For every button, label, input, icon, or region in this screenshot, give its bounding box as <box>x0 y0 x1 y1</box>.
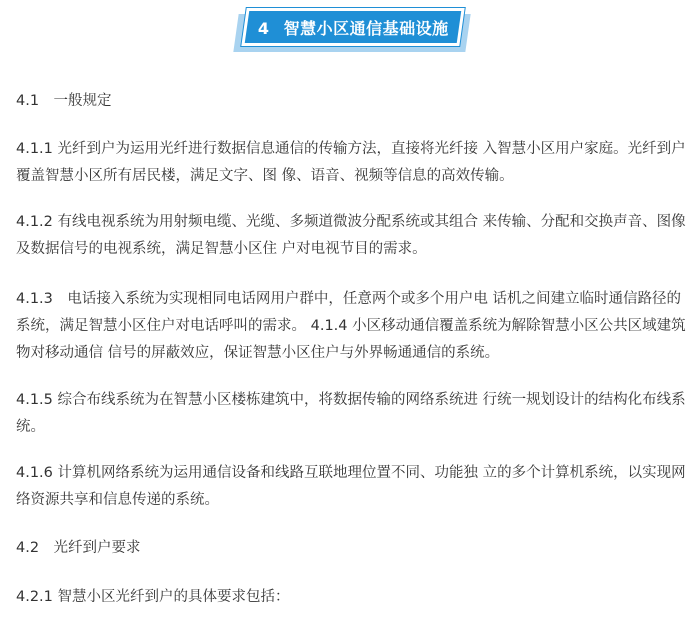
section-banner <box>0 8 699 60</box>
paragraph-4-1-2: 4.1.2 有线电视系统为用射频电缆、光缆、多频道微波分配系统或其组合 来传输、分配和交换声音、图像及数据信号的电视系统，满足智慧小区住 户对电视节目的需求。 <box>16 214 686 257</box>
paragraph-4-1-3: 4.1.3 电话接入系统为实现相同电话网用户群中，任意两个或多个用户电 话机之间建立临时通信路径的系统，满足智慧小区住户对电话呼叫的需求。 4.1.4 小区移动通信覆盖系统为解除智慧小区公共区域建筑物对移动通信 信号的屏蔽效应，保证智慧小区住户与外界畅通通信的系统。 <box>16 291 686 361</box>
paragraph-4-1-6: 4.1.6 计算机网络系统为运用通信设备和线路互联地理位置不同、功能独 立的多个计算机系统，以实现网络资源共享和信息传递的系统。 <box>16 465 686 508</box>
banner-title-text: 智慧小区通信基础设施 <box>283 18 449 38</box>
paragraph-4-1-1: 4.1.1 光纤到户为运用光纤进行数据信息通信的传输方法，直接将光纤接 入智慧小区用户家庭。光纤到户覆盖智慧小区所有居民楼，满足文字、图 像、语音、视频等信息的高效传输。 <box>16 141 686 184</box>
heading-4-2: 4.2 光纤到户要求 <box>16 540 141 556</box>
banner-title <box>258 16 449 39</box>
paragraph-4-2-1: 4.2.1 智慧小区光纤到户的具体要求包括： <box>16 589 290 605</box>
paragraph-4-1-5: 4.1.5 综合布线系统为在智慧小区楼栋建筑中，将数据传输的网络系统进 行统一规划设计的结构化布线系统。 <box>16 392 686 435</box>
banner-box <box>241 8 464 46</box>
heading-4-1: 4.1 一般规定 <box>16 93 112 109</box>
banner-number: 4 <box>257 18 270 38</box>
